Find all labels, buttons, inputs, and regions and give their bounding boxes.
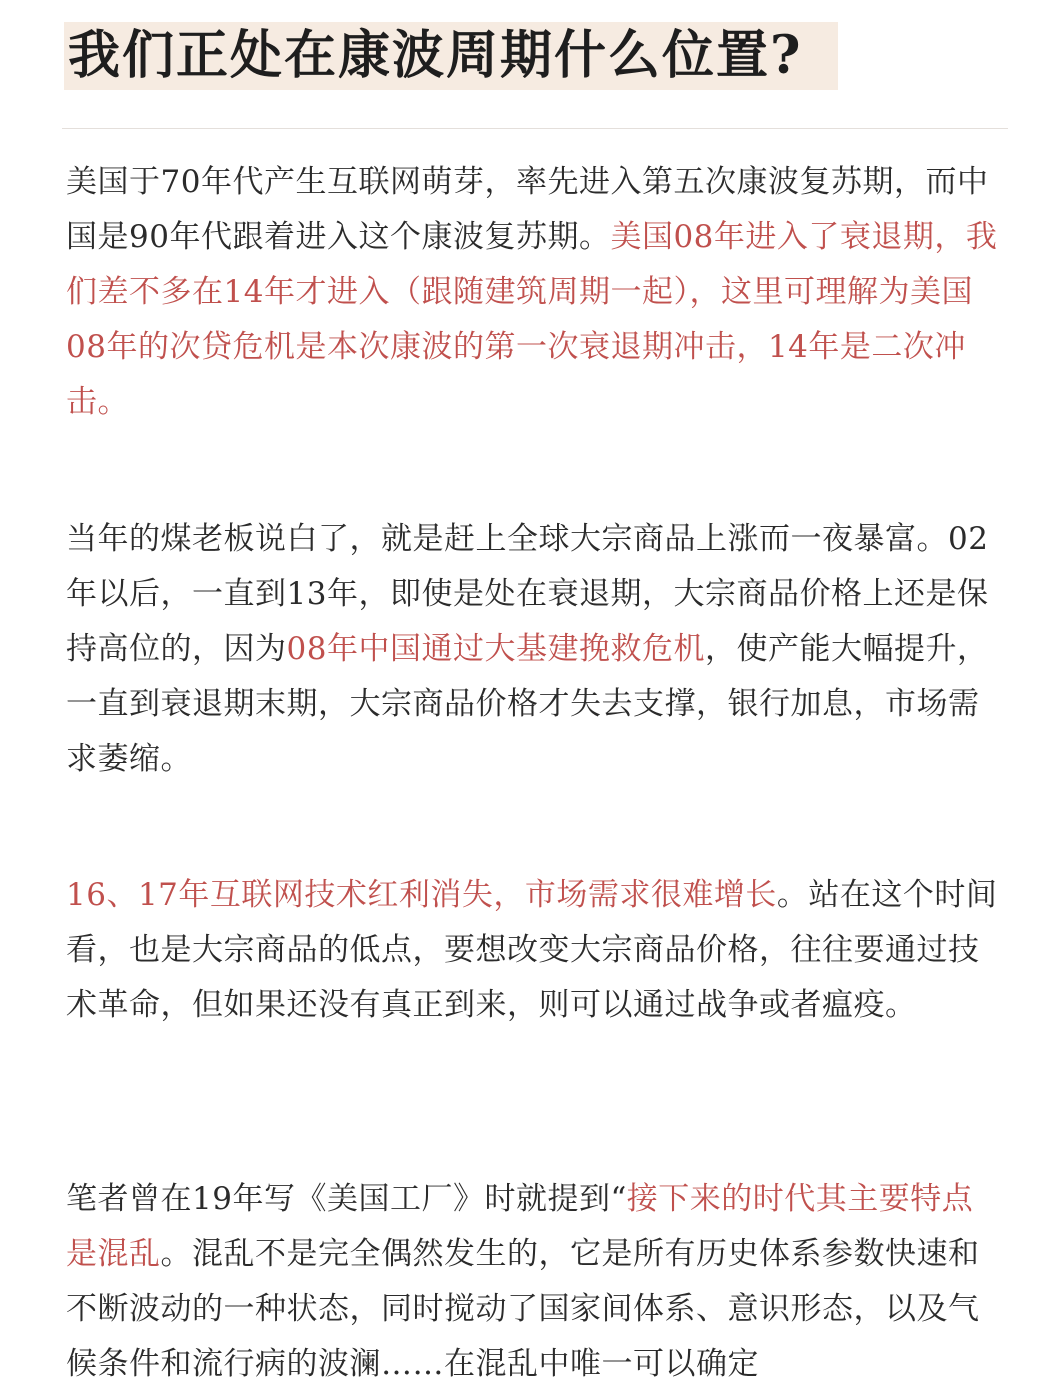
paragraph-2-highlight: 08年中国通过大基建挽救危机: [286, 631, 705, 667]
paragraph-4: [66, 1172, 1002, 1392]
paragraph-4-highlight: 接下来的时代其主要特点是混乱: [66, 1181, 974, 1272]
page-title: 我们正处在康波周期什么位置?: [68, 25, 803, 86]
paragraph-2-text-end: ，使产能大幅提升，一直到衰退期末期，大宗商品价格才失去支撑，银行加息，市场需求萎缩。: [66, 631, 989, 777]
paragraph-4-text: 笔者曾在19年写《美国工厂》时就提到“: [66, 1181, 627, 1217]
paragraph-3-text: 。站在这个时间看，也是大宗商品的低点，要想改变大宗商品价格，往往要通过技术革命，但如果还没有真正到来，则可以通过战争或者瘟疫。: [66, 877, 998, 1023]
paragraph-1-highlight: 美国08年进入了衰退期，我们差不多在14年才进入（跟随建筑周期一起），这里可理解为美国08年的次贷危机是本次康波的第一次衰退期冲击，14年是二次冲击。: [66, 219, 998, 420]
paragraph-4-text-end: 。混乱不是完全偶然发生的，它是所有历史体系参数快速和不断波动的一种状态，同时搅动了国家间体系、意识形态，以及气候条件和流行病的波澜……在混乱中唯一可以确定: [66, 1236, 980, 1382]
paragraph-1: [66, 155, 1002, 430]
title-divider: [62, 128, 1008, 129]
title-banner: [64, 22, 838, 90]
paragraph-3-highlight: 16、17年互联网技术红利消失，市场需求很难增长: [66, 877, 777, 913]
paragraph-2-text: 当年的煤老板说白了，就是赶上全球大宗商品上涨而一夜暴富。02年以后，一直到13年，即使是处在衰退期，大宗商品价格上还是保持高位的，因为: [66, 521, 989, 667]
paragraph-2: [66, 512, 1002, 787]
paragraph-3: [66, 868, 1002, 1033]
paragraph-1-text: 美国于70年代产生互联网萌芽，率先进入第五次康波复苏期，而中国是90年代跟着进入这个康波复苏期。: [66, 164, 989, 255]
